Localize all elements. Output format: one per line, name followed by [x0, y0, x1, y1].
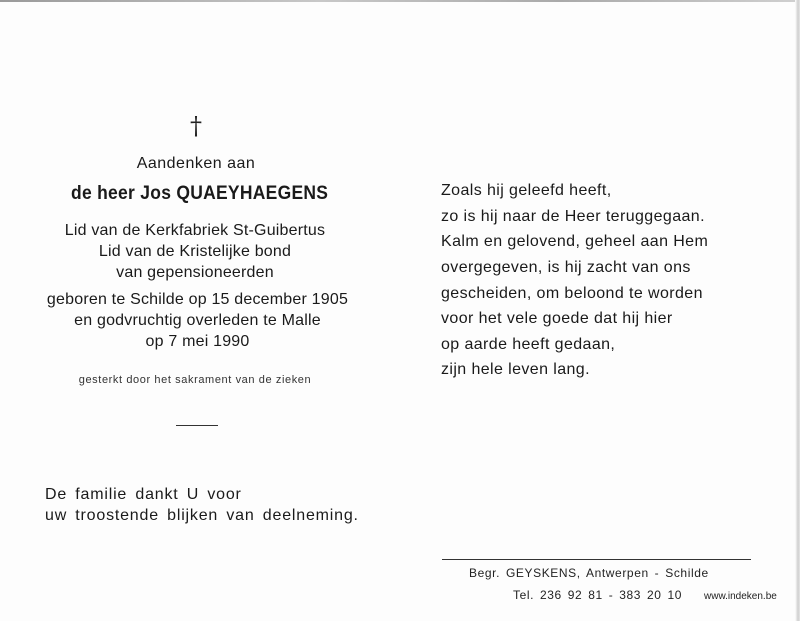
thanks-line: uw troostende blijken van deelneming. [45, 507, 359, 524]
poem-line: zijn hele leven lang. [441, 361, 590, 378]
poem-line: Kalm en gelovend, geheel aan Hem [441, 233, 709, 250]
card-top-edge [0, 0, 800, 2]
poem-line: voor het vele goede dat hij hier [441, 310, 673, 327]
phone-line: Tel. 236 92 81 - 383 20 10 [513, 588, 683, 602]
undertaker-line: Begr. GEYSKENS, Antwerpen - Schilde [469, 566, 709, 580]
birth-line: geboren te Schilde op 15 december 1905 [46, 291, 349, 308]
deceased-name: de heer Jos QUAEYHAEGENS [71, 183, 329, 204]
divider-dash [176, 425, 218, 426]
poem-line: gescheiden, om beloond te worden [441, 285, 703, 302]
membership-line: Lid van de Kerkfabriek St-Guibertus [64, 222, 326, 239]
sacrament-line: gesterkt door het sakrament van de zieken [78, 374, 312, 386]
card-right-edge [795, 0, 800, 621]
intro-text: Aandenken aan [136, 155, 256, 172]
footer-rule [442, 559, 751, 560]
death-date-line: op 7 mei 1990 [145, 333, 250, 350]
poem-line: Zoals hij geleefd heeft, [441, 182, 612, 199]
membership-line: van gepensioneerden [116, 264, 274, 281]
membership-line: Lid van de Kristelijke bond [98, 243, 292, 260]
death-line: en godvruchtig overleden te Malle [74, 312, 321, 329]
poem-line: zo is hij naar de Heer teruggegaan. [441, 208, 705, 225]
watermark-link[interactable]: www.indeken.be [704, 591, 777, 602]
cross-icon: † [190, 112, 202, 140]
thanks-line: De familie dankt U voor [45, 486, 242, 503]
poem-line: op aarde heeft gedaan, [441, 336, 616, 353]
poem-line: overgegeven, is hij zacht van ons [441, 259, 691, 276]
